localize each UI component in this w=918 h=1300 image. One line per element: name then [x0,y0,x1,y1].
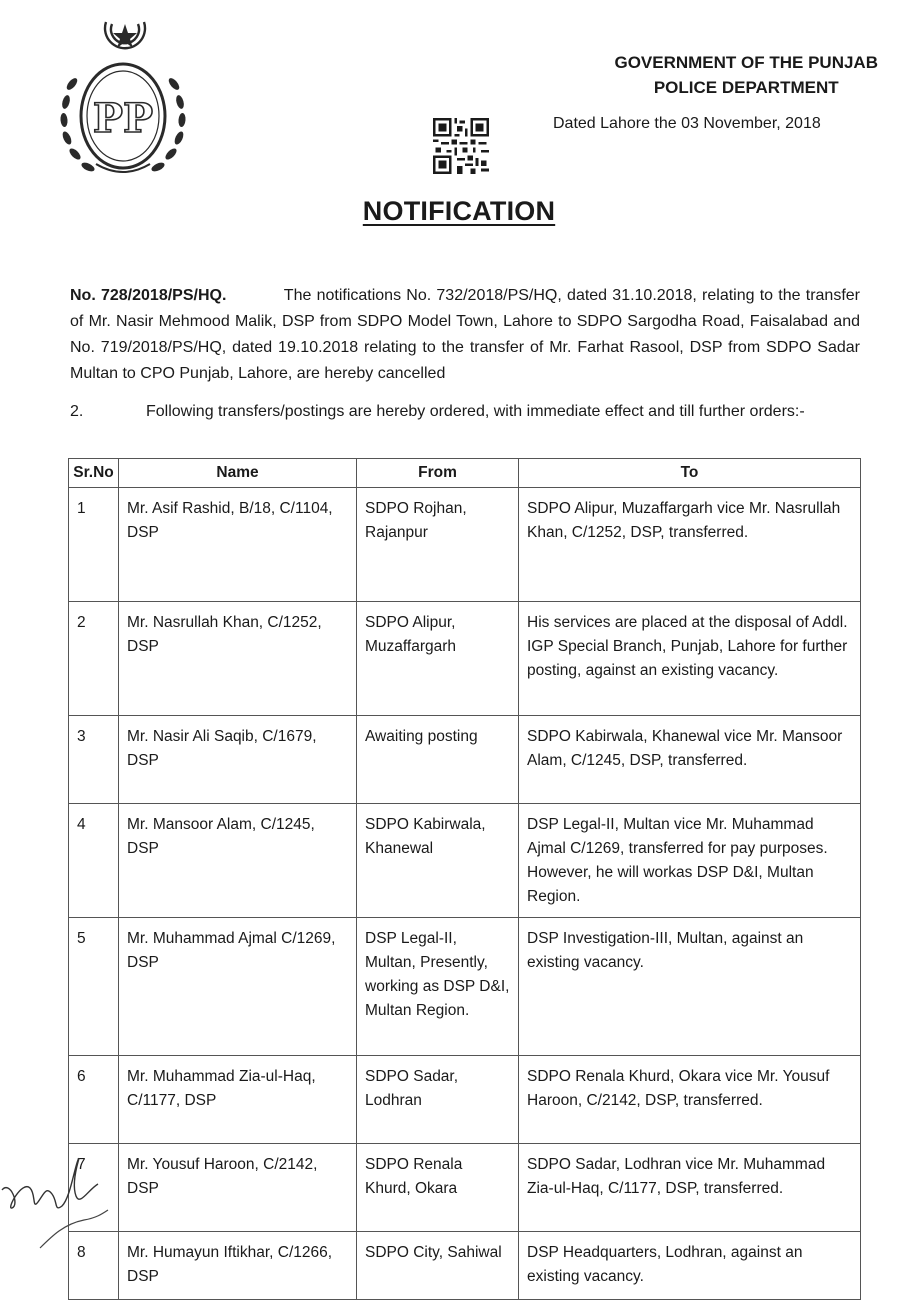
notification-title: NOTIFICATION [362,196,556,226]
table-row [69,918,861,1056]
table-row [69,488,861,602]
cell-from: SDPO Rojhan, Rajanpur [357,488,519,602]
table-row [69,1232,861,1300]
table-row [69,602,861,716]
cell-sr-no: 8 [69,1232,119,1300]
svg-text:PP: PP [92,95,154,142]
cell-from: SDPO Alipur, Muzaffargarh [357,602,519,716]
transfers-table [68,458,861,1300]
cell-name: Mr. Humayun Iftikhar, C/1266, DSP [119,1232,357,1300]
handwritten-signature [0,1150,130,1260]
paragraph-2-text: Following transfers/postings are hereby ordered, with immediate effect and till further orders:- [146,403,805,420]
cell-to: DSP Legal-II, Multan vice Mr. Muhammad Ajmal C/1269, transferred for pay purposes. However, he will workas DSP D&I, Multan Region. [519,804,861,918]
cell-from: SDPO Renala Khurd, Okara [357,1144,519,1232]
cell-to: SDPO Alipur, Muzaffargarh vice Mr. Nasrullah Khan, C/1252, DSP, transferred. [519,488,861,602]
cell-from: SDPO Sadar, Lodhran [357,1056,519,1144]
cell-name: Mr. Yousuf Haroon, C/2142, DSP [119,1144,357,1232]
cell-to: DSP Investigation-III, Multan, against an existing vacancy. [519,918,861,1056]
column-header-name: Name [119,459,357,488]
cell-name: Mr. Nasir Ali Saqib, C/1679, DSP [119,716,357,804]
cell-to: SDPO Sadar, Lodhran vice Mr. Muhammad Zia-ul-Haq, C/1177, DSP, transferred. [519,1144,861,1232]
paragraph-2-number: 2. [70,403,84,420]
qr-code-icon [433,118,489,174]
department-name: POLICE DEPARTMENT [653,78,839,97]
cell-name: Mr. Muhammad Zia-ul-Haq, C/1177, DSP [119,1056,357,1144]
cell-sr-no: 3 [69,716,119,804]
cell-name: Mr. Nasrullah Khan, C/1252, DSP [119,602,357,716]
column-header-from: From [357,459,519,488]
paragraph-1 [70,283,860,387]
notification-date: Dated Lahore the 03 November, 2018 [553,115,821,132]
cell-sr-no: 1 [69,488,119,602]
cell-to: SDPO Kabirwala, Khanewal vice Mr. Mansoor Alam, C/1245, DSP, transferred. [519,716,861,804]
cell-to: His services are placed at the disposal of Addl. IGP Special Branch, Punjab, Lahore for further posting, against an existing vacancy. [519,602,861,716]
government-name: GOVERNMENT OF THE PUNJAB [614,53,878,72]
column-header-sr-no: Sr.No [69,459,119,488]
cell-sr-no: 2 [69,602,119,716]
cell-name: Mr. Asif Rashid, B/18, C/1104, DSP [119,488,357,602]
cell-sr-no: 7 [69,1144,119,1232]
table-row [69,716,861,804]
table-row [69,804,861,918]
paragraph-2 [70,400,860,424]
cell-from: DSP Legal-II, Multan, Presently, working as DSP D&I, Multan Region. [357,918,519,1056]
punjab-police-emblem-icon [52,14,194,186]
cell-from: SDPO Kabirwala, Khanewal [357,804,519,918]
table-header-row [69,459,861,488]
table-row [69,1144,861,1232]
cell-sr-no: 5 [69,918,119,1056]
notification-title-block [0,196,918,227]
cell-to: DSP Headquarters, Lodhran, against an existing vacancy. [519,1232,861,1300]
cell-sr-no: 4 [69,804,119,918]
government-header [614,50,878,100]
cell-from: SDPO City, Sahiwal [357,1232,519,1300]
notification-reference: No. 728/2018/PS/HQ. [70,287,227,304]
cell-sr-no: 6 [69,1056,119,1144]
paragraph-1-text: The notifications No. 732/2018/PS/HQ, dated 31.10.2018, relating to the transfer of Mr. Nasir Mehmood Malik, DSP from SDPO Model Town, Lahore to SDPO Sargodha Road, Faisalabad and No. 719/2018/PS/HQ, dated 19.10.2018 relating to the transfer of Mr. Farhat Rasool, DSP from SDPO Sadar Multan to CPO Punjab, Lahore, are hereby cancelled [70,287,860,382]
cell-name: Mr. Muhammad Ajmal C/1269, DSP [119,918,357,1056]
column-header-to: To [519,459,861,488]
table-row [69,1056,861,1144]
cell-name: Mr. Mansoor Alam, C/1245, DSP [119,804,357,918]
cell-from: Awaiting posting [357,716,519,804]
cell-to: SDPO Renala Khurd, Okara vice Mr. Yousuf Haroon, C/2142, DSP, transferred. [519,1056,861,1144]
